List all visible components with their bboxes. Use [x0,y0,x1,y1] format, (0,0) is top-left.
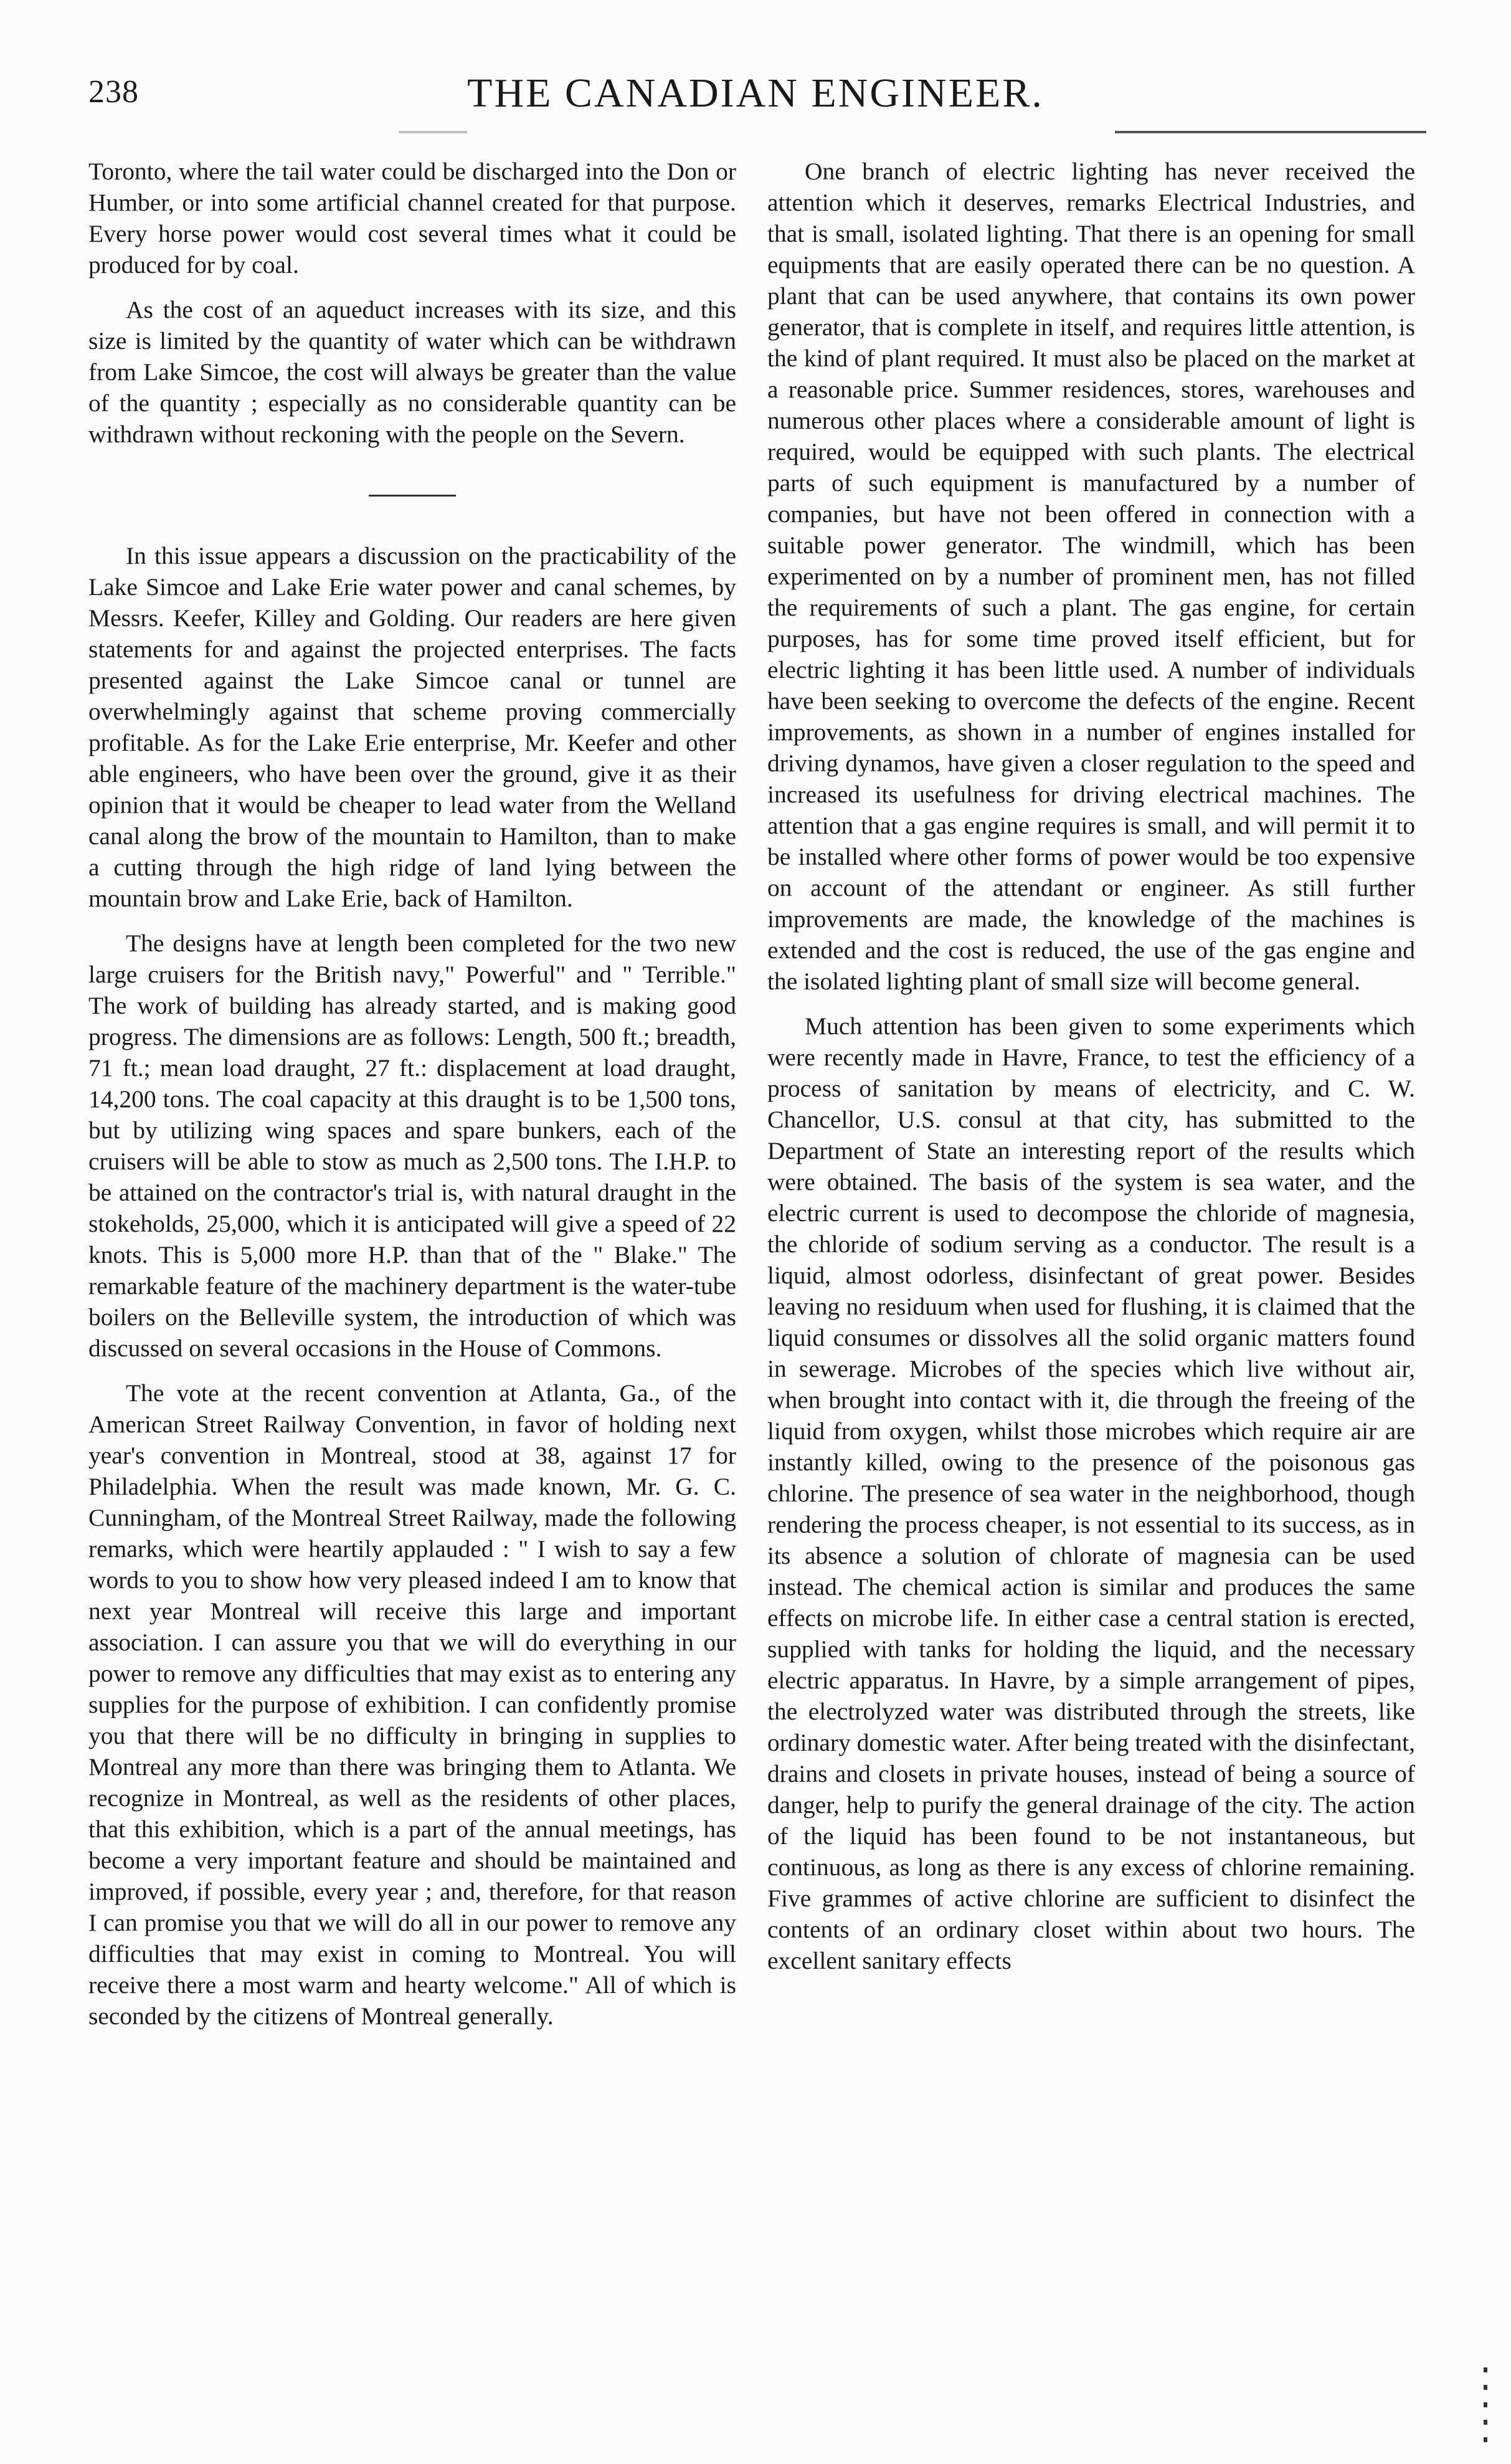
page-header [0,0,1511,143]
article-paragraph: Toronto, where the tail water could be discharged into the Don or Humber, or into some artificial channel created for that purpose. Every horse power would cost several times what it could be produced for by coal. [88,158,736,278]
article-paragraph: One branch of electric lighting has never received the attention which it deserves, remarks Electrical Industries, and that is small, isolated lighting. That there is an opening for small equipments that are easily operated there can be no question. A plant that can be used anywhere, that contains its own power generator, that is complete in itself, and requires little attention, is the kind of plant required. It must also be placed on the market at a reasonable price. Summer residences, stores, warehouses and numerous other places where a considerable amount of light is required, would be equipped with such plants. The electrical parts of such equipment is manufactured by a number of companies, but have not been offered in connection with a suitable power generator. The windmill, which has been experimented on by a number of prominent men, has not filled the requirements of such a plant. The gas engine, for certain purposes, has for some time proved itself efficient, but for electric lighting it has been little used. A number of individuals have been seeking to overcome the defects of the engine. Recent improvements, as shown in a number of engines installed for driving dynamos, have given a closer regulation to the speed and increased its usefulness for driving electrical machines. The attention that a gas engine requires is small, and will permit it to be installed where other forms of power would be too expensive on account of the attendant or engineer. As still further improvements are made, the knowledge of the machines is extended and the cost is reduced, the use of the gas engine and the isolated lighting plant of small size will become general. [767,158,1415,995]
left-column [88,156,736,2032]
article-paragraph: The designs have at length been completed for the two new large cruisers for the British navy," Powerful" and " Terrible." The work of building has already started, and is making good progress. The dimensions are as follows: Length, 500 ft.; breadth, 71 ft.; mean load draught, 27 ft.: displacement at load draught, 14,200 tons. The coal capacity at this draught is to be 1,500 tons, but by utilizing wing spaces and spare bunkers, each of the cruisers will be able to stow as much as 2,500 tons. The I.H.P. to be attained on the contractor's trial is, with natural draught in the stokeholds, 25,000, which it is anticipated will give a speed of 22 knots. This is 5,000 more H.P. than that of the " Blake." The remarkable feature of the machinery department is the water-tube boilers on the Belleville system, the introduction of which was discussed on several occasions in the House of Commons. [88,930,736,1362]
running-title: THE CANADIAN ENGINEER. [467,70,1044,116]
header-rule-right [1115,131,1426,133]
header-rule-left [399,131,467,133]
article-paragraph: The vote at the recent convention at Atlanta, Ga., of the American Street Railway Convention, in favor of holding next year's convention in Montreal, stood at 38, against 17 for Philadelphia. When the result was made known, Mr. G. C. Cunningham, of the Montreal Street Railway, made the following remarks, which were heartily applauded : " I wish to say a few words to you to show how very pleased indeed I am to know that next year Montreal will receive this large and important association. I can assure you that we will do everything in our power to remove any difficulties that may exist as to entering any supplies for the purpose of exhibition. I can confidently promise you that there will be no difficulty in bringing in supplies to Montreal any more than there was bringing them to Atlanta. We recognize in Montreal, as well as the residents of other places, that this exhibition, which is a part of the annual meetings, has become a very important feature and should be maintained and improved, if possible, every year ; and, therefore, for that reason I can promise you that we will do all in our power to remove any difficulties that may exist in coming to Montreal. You will receive there a most warm and hearty welcome." All of which is seconded by the citizens of Montreal generally. [88,1379,736,2030]
right-column [767,156,1415,1976]
article-paragraph: In this issue appears a discussion on the practicability of the Lake Simcoe and Lake Erie water power and canal schemes, by Messrs. Keefer, Killey and Golding. Our readers are here given statements for and against the projected enterprises. The facts presented against the Lake Simcoe canal or tunnel are overwhelmingly against that scheme proving commercially profitable. As for the Lake Erie enterprise, Mr. Keefer and other able engineers, who have been over the ground, give it as their opinion that it would be cheaper to lead water from the Welland canal along the brow of the mountain to Hamilton, than to make a cutting through the high ridge of land lying between the mountain brow and Lake Erie, back of Hamilton. [88,542,736,912]
section-divider [369,495,456,497]
article-paragraph: Much attention has been given to some experiments which were recently made in Havre, France, to test the efficiency of a process of sanitation by means of electricity, and C. W. Chancellor, U.S. consul at that city, has submitted to the Department of State an interesting report of the results which were obtained. The basis of the system is sea water, and the electric current is used to decompose the chloride of magnesia, the chloride of sodium serving as a conductor. The result is a liquid, almost odorless, disinfectant of great power. Besides leaving no residuum when used for flushing, it is claimed that the liquid consumes or dissolves all the solid organic matters found in sewerage. Microbes of the species which live without air, when brought into contact with it, die through the freeing of the liquid from oxygen, whilst those microbes which require air are instantly killed, owing to the presence of the poisonous gas chlorine. The presence of sea water in the neighborhood, though rendering the process cheaper, is not essential to its success, as in its absence a solution of chlorate of magnesia can be used instead. The chemical action is similar and produces the same effects on microbe life. In either case a central station is erected, supplied with tanks for holding the liquid, and the necessary electric apparatus. In Havre, by a simple arrangement of pipes, the electrolyzed water was distributed through the streets, like ordinary domestic water. After being treated with the disinfectant, drains and closets in private houses, instead of being a source of danger, help to purify the general drainage of the city. The action of the liquid has been found to be not instantaneous, but continuous, as long as there is any excess of chlorine remaining. Five grammes of active chlorine are sufficient to disinfect the contents of an ordinary closet within about two hours. The excellent sanitary effects [767,1012,1415,1974]
margin-mark [1484,2367,1487,2455]
article-paragraph: As the cost of an aqueduct increases with its size, and this size is limited by the quantity of water which can be withdrawn from Lake Simcoe, the cost will always be greater than the value of the quantity ; especially as no considerable quantity can be withdrawn without reckoning with the people on the Severn. [88,296,736,448]
page-number: 238 [88,74,139,110]
